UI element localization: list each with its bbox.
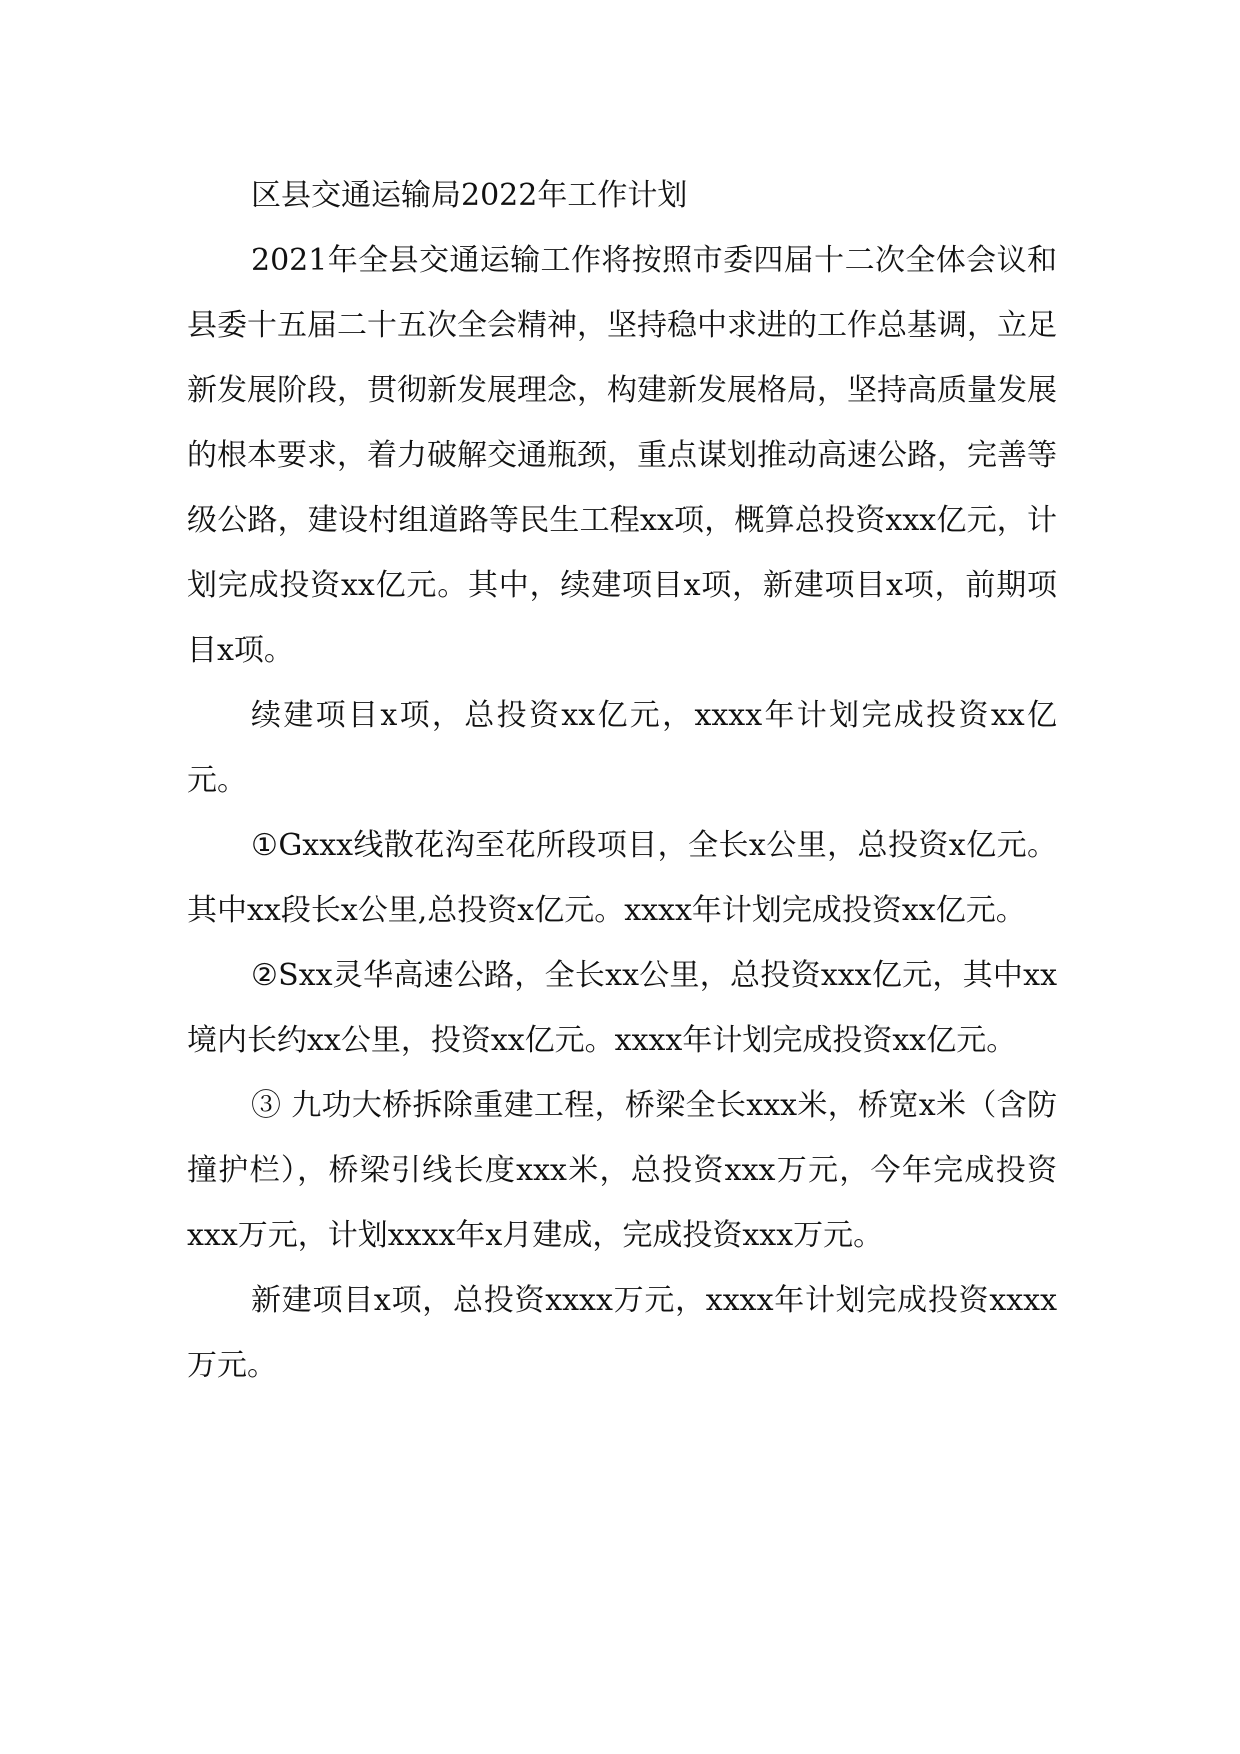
- paragraph-project-2: ②Sxx灵华高速公路，全长xx公里，总投资xxx亿元，其中xx境内长约xx公里，投资xx亿元。xxxx年计划完成投资xx亿元。: [187, 958, 1057, 1058]
- paragraph-project-1: ①Gxxx线散花沟至花所段项目，全长x公里，总投资x亿元。其中xx段长x公里,总投资x亿元。xxxx年计划完成投资xx亿元。: [187, 828, 1057, 928]
- paragraph-intro: 2021年全县交通运输工作将按照市委四届十二次全体会议和县委十五届二十五次全会精神，坚持稳中求进的工作总基调，立足新发展阶段，贯彻新发展理念，构建新发展格局，坚持高质量发展的根本要求，着力破解交通瓶颈，重点谋划推动高速公路，完善等级公路，建设村组道路等民生工程xx项，概算总投资xxx亿元，计划完成投资xx亿元。其中，续建项目x项，新建项目x项，前期项目x项。: [187, 243, 1057, 668]
- document-title: 区县交通运输局2022年工作计划: [251, 178, 688, 213]
- paragraph-project-3: ③ 九功大桥拆除重建工程，桥梁全长xxx米，桥宽x米（含防撞护栏），桥梁引线长度xxx米，总投资xxx万元，今年完成投资xxx万元，计划xxxx年x月建成，完成投资xxx万元。: [187, 1088, 1057, 1253]
- paragraph-continued-projects: 续建项目x项，总投资xx亿元，xxxx年计划完成投资xx亿元。: [187, 698, 1057, 798]
- paragraph-new-projects: 新建项目x项，总投资xxxx万元，xxxx年计划完成投资xxxx万元。: [187, 1283, 1057, 1383]
- document-body: [187, 163, 1057, 1398]
